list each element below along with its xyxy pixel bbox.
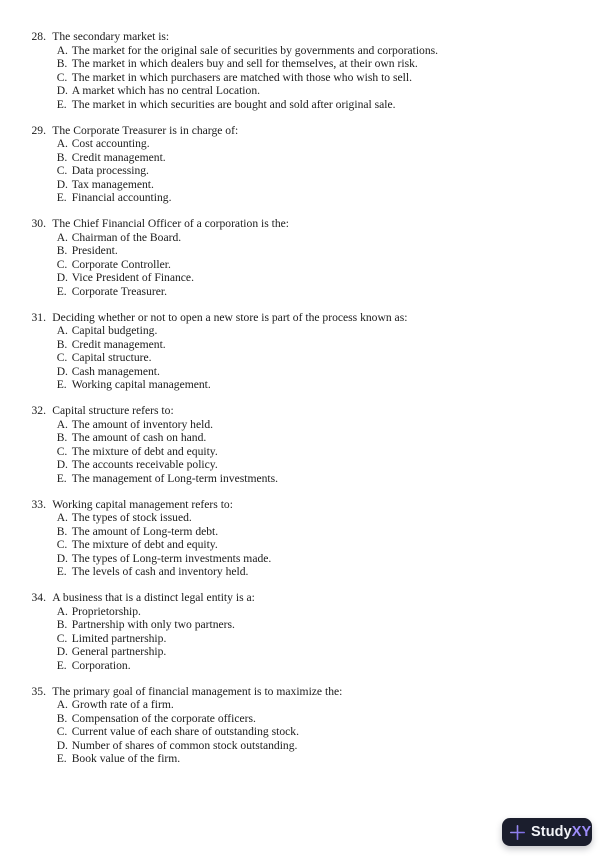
option-item [57, 659, 592, 673]
option-item [57, 258, 592, 272]
option-item [57, 244, 592, 258]
question-body [52, 30, 592, 111]
option-item [57, 44, 592, 58]
option-item [57, 645, 592, 659]
option-text: Current value of each share of outstanding stock. [71, 725, 299, 738]
option-letter: E. [56, 565, 67, 578]
option-item [57, 698, 592, 712]
option-item [57, 84, 592, 98]
option-letter: D. [56, 645, 68, 658]
question-body [52, 685, 592, 766]
option-letter: E. [56, 191, 67, 204]
question-item [32, 30, 593, 111]
option-item [57, 752, 592, 766]
question-item [32, 685, 593, 766]
question-number: 29. [31, 123, 46, 137]
option-text: A market which has no central Location. [71, 84, 261, 97]
option-list [52, 44, 592, 112]
option-text: President. [71, 244, 118, 257]
question-number: 31. [31, 310, 46, 324]
option-item [57, 285, 592, 299]
option-text: The types of Long-term investments made. [71, 551, 272, 565]
option-letter: C. [56, 444, 68, 458]
option-text: Data processing. [71, 164, 149, 177]
option-text: Cash management. [71, 364, 160, 378]
option-text: Corporate Controller. [71, 257, 171, 271]
option-item [57, 712, 592, 726]
option-item [57, 178, 592, 192]
option-letter: B. [56, 431, 68, 444]
option-text: The market in which purchasers are matched with those who wish to sell. [71, 70, 412, 84]
studyxy-logo [502, 818, 592, 846]
question-item [32, 124, 593, 205]
question-text: The primary goal of financial management is to maximize the: [52, 684, 343, 698]
question-text: The secondary market is: [52, 30, 170, 43]
option-item [57, 739, 592, 753]
option-item [57, 538, 592, 552]
plus-icon [510, 825, 525, 840]
option-text: Working capital management. [71, 378, 211, 391]
option-letter: C. [56, 164, 68, 177]
option-item [57, 151, 592, 165]
option-letter: A. [56, 698, 68, 711]
option-text: The mixture of debt and equity. [71, 444, 218, 458]
option-item [57, 458, 592, 472]
option-text: The amount of inventory held. [71, 417, 214, 431]
option-item [57, 365, 592, 379]
option-text: The market for the original sale of securities by governments and corporations. [71, 43, 439, 57]
option-letter: B. [56, 244, 68, 257]
option-letter: D. [56, 177, 68, 191]
option-item [57, 618, 592, 632]
option-letter: E. [56, 658, 67, 672]
logo-wordmark [531, 825, 591, 840]
question-number: 34. [31, 591, 46, 604]
question-body [52, 217, 592, 298]
option-text: The levels of cash and inventory held. [71, 565, 249, 578]
option-item [57, 271, 592, 285]
question-item [32, 591, 593, 672]
option-letter: C. [56, 257, 68, 271]
question-body [52, 498, 592, 579]
option-item [57, 57, 592, 71]
option-letter: B. [56, 150, 68, 164]
option-letter: B. [56, 524, 68, 538]
option-item [57, 632, 592, 646]
option-text: Limited partnership. [71, 631, 167, 645]
question-text: A business that is a distinct legal entity is a: [52, 591, 255, 604]
option-letter: C. [56, 538, 68, 551]
option-letter: B. [56, 618, 68, 631]
option-text: The amount of Long-term debt. [71, 524, 219, 538]
option-item [57, 378, 592, 392]
option-letter: D. [56, 364, 68, 378]
option-letter: D. [56, 458, 68, 471]
option-text: Cost accounting. [71, 137, 150, 150]
question-text: Deciding whether or not to open a new store is part of the process known as: [52, 310, 408, 324]
option-text: The accounts receivable policy. [71, 458, 218, 471]
question-body [52, 311, 592, 392]
option-text: Proprietorship. [71, 604, 141, 618]
question-text: The Corporate Treasurer is in charge of: [52, 123, 239, 137]
question-body [52, 591, 592, 672]
question-item [32, 311, 593, 392]
option-text: Compensation of the corporate officers. [71, 711, 256, 725]
option-item [57, 552, 592, 566]
option-item [57, 231, 592, 245]
option-text: Corporation. [71, 658, 131, 672]
option-item [57, 324, 592, 338]
option-text: Growth rate of a firm. [71, 698, 174, 711]
option-item [57, 605, 592, 619]
option-letter: C. [56, 725, 68, 738]
option-letter: D. [56, 738, 68, 752]
option-item [57, 511, 592, 525]
option-letter: B. [56, 337, 68, 351]
option-item [57, 98, 592, 112]
option-letter: E. [56, 378, 67, 391]
question-number: 32. [31, 404, 46, 417]
question-body [52, 404, 592, 485]
option-text: Chairman of the Board. [71, 230, 182, 244]
option-letter: B. [56, 57, 68, 70]
option-text: Corporate Treasurer. [71, 284, 167, 298]
option-letter: A. [56, 324, 68, 337]
option-item [57, 725, 592, 739]
option-text: The management of Long-term investments. [71, 471, 279, 485]
option-letter: D. [56, 551, 68, 565]
option-text: The market in which dealers buy and sell for themselves, at their own risk. [71, 57, 418, 70]
option-letter: A. [56, 604, 68, 618]
option-list [52, 324, 592, 392]
option-letter: B. [56, 711, 68, 725]
option-list [52, 698, 592, 766]
option-text: Credit management. [71, 337, 166, 351]
option-letter: C. [56, 351, 68, 364]
question-number: 30. [31, 217, 46, 230]
option-item [57, 472, 592, 486]
option-text: The types of stock issued. [71, 511, 192, 524]
option-letter: A. [56, 511, 68, 524]
option-letter: A. [56, 417, 68, 431]
option-letter: D. [56, 84, 68, 97]
option-item [57, 164, 592, 178]
option-item [57, 71, 592, 85]
option-text: Book value of the firm. [71, 752, 181, 765]
option-item [57, 445, 592, 459]
option-item [57, 525, 592, 539]
option-item [57, 431, 592, 445]
option-item [57, 418, 592, 432]
question-text: Capital structure refers to: [52, 404, 174, 417]
option-text: The amount of cash on hand. [71, 431, 207, 444]
option-letter: E. [56, 284, 67, 298]
option-letter: C. [56, 70, 68, 84]
option-letter: A. [56, 43, 68, 57]
option-item [57, 565, 592, 579]
option-list [52, 511, 592, 579]
option-text: Partnership with only two partners. [71, 618, 235, 631]
question-item [32, 217, 593, 298]
logo-text-study: Study [531, 823, 572, 840]
question-number: 28. [31, 30, 46, 43]
option-text: General partnership. [71, 645, 167, 658]
question-number: 33. [31, 497, 46, 511]
option-letter: E. [56, 471, 67, 485]
option-text: Capital budgeting. [71, 324, 158, 337]
option-item [57, 351, 592, 365]
option-item [57, 137, 592, 151]
option-list [52, 231, 592, 299]
question-body [52, 124, 592, 205]
question-text: Working capital management refers to: [52, 497, 233, 511]
option-list [52, 137, 592, 205]
option-text: Financial accounting. [71, 191, 172, 204]
option-item [57, 191, 592, 205]
option-letter: D. [56, 271, 68, 284]
question-text: The Chief Financial Officer of a corporation is the: [52, 217, 290, 230]
option-letter: A. [56, 230, 68, 244]
option-text: Capital structure. [71, 351, 152, 364]
question-item [32, 404, 593, 485]
question-item [32, 498, 593, 579]
option-text: Tax management. [71, 177, 154, 191]
logo-text-xy: XY [571, 823, 592, 840]
option-letter: C. [56, 631, 68, 645]
option-text: The mixture of debt and equity. [71, 538, 218, 551]
option-item [57, 338, 592, 352]
option-letter: E. [56, 97, 67, 111]
option-text: Number of shares of common stock outstanding. [71, 738, 298, 752]
option-letter: A. [56, 137, 68, 150]
option-text: The market in which securities are bought and sold after original sale. [71, 97, 396, 111]
option-letter: E. [56, 752, 67, 765]
question-number: 35. [31, 684, 46, 698]
option-text: Credit management. [71, 150, 166, 164]
option-text: Vice President of Finance. [71, 271, 194, 284]
option-list [52, 605, 592, 673]
option-list [52, 418, 592, 486]
